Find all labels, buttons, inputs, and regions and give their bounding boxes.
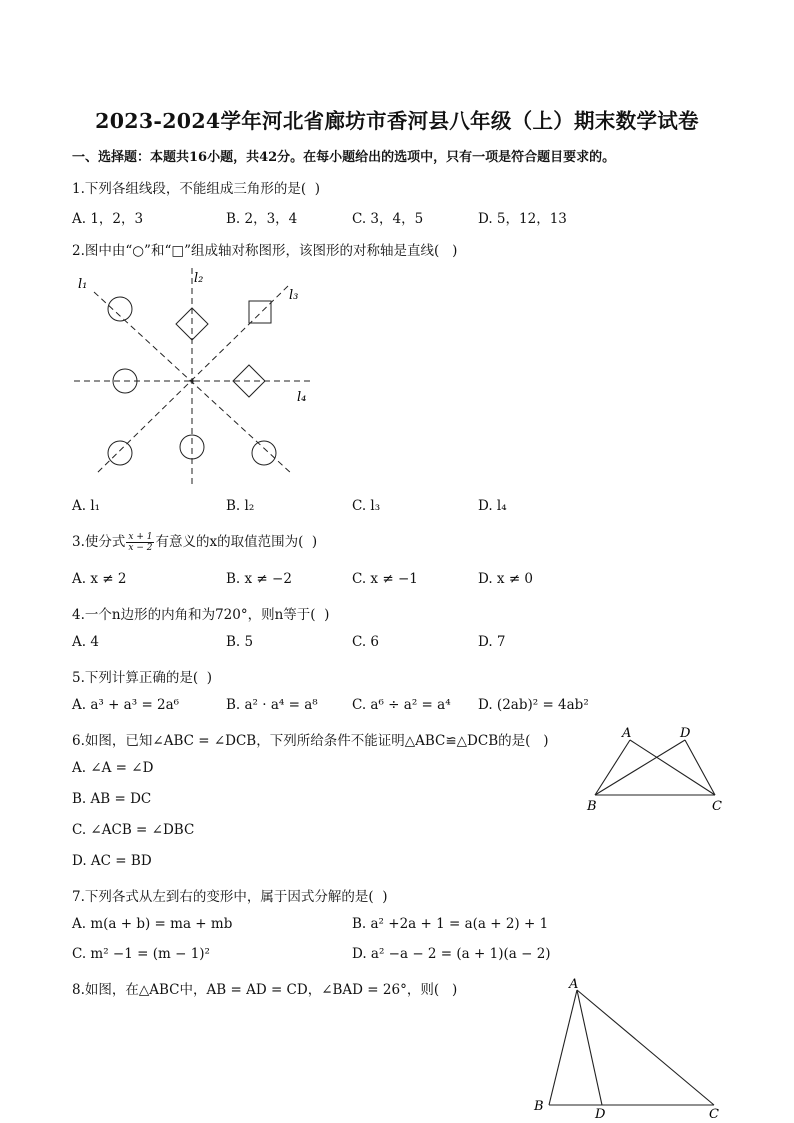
question-1-stem: 1.下列各组线段，不能组成三角形的是( ) [72, 181, 320, 197]
label-d: D [595, 1107, 606, 1120]
q2-symmetry-figure [66, 262, 326, 490]
q3-option-c[interactable]: C. x ≠ −1 [352, 571, 418, 587]
q5-option-a[interactable]: A. a³ + a³ = 2a⁶ [72, 697, 180, 713]
q4-option-b[interactable]: B. 5 [226, 634, 254, 650]
label-a: A [569, 977, 579, 992]
section-heading: 一、选择题：本题共16小题，共42分。在每小题给出的选项中，只有一项是符合题目要求的。 [72, 150, 616, 165]
q5-option-d[interactable]: D. (2ab)² = 4ab² [478, 697, 589, 713]
label-l4: l₄ [297, 390, 307, 405]
page-title: 2023-2024学年河北省廊坊市香河县八年级（上）期末数学试卷 [95, 109, 699, 133]
q1-option-c[interactable]: C. 3，4，5 [352, 211, 424, 227]
q1-option-b[interactable]: B. 2，3，4 [226, 211, 298, 227]
question-8-stem: 8.如图，在△ABC中，AB = AD = CD，∠BAD = 26°，则( ) [72, 982, 458, 998]
q3-stem-pre: 3.使分式 [72, 534, 126, 550]
label-c: C [712, 799, 722, 814]
q7-option-d[interactable]: D. a² −a − 2 = (a + 1)(a − 2) [352, 946, 551, 962]
label-b: B [587, 799, 597, 814]
q4-option-c[interactable]: C. 6 [352, 634, 380, 650]
label-a: A [622, 726, 632, 741]
question-5-stem: 5.下列计算正确的是( ) [72, 670, 212, 686]
q6-option-a[interactable]: A. ∠A = ∠D [72, 760, 154, 776]
q1-option-a[interactable]: A. 1，2，3 [72, 211, 144, 227]
q7-option-a[interactable]: A. m(a + b) = ma + mb [72, 916, 233, 932]
q2-option-b[interactable]: B. l₂ [226, 498, 255, 514]
q1-option-d[interactable]: D. 5，12，13 [478, 211, 567, 227]
q3-stem-post: 有意义的x的取值范围为( ) [155, 534, 318, 550]
q3-option-a[interactable]: A. x ≠ 2 [72, 571, 127, 587]
q7-option-c[interactable]: C. m² −1 = (m − 1)² [72, 946, 210, 962]
label-c: C [709, 1107, 719, 1120]
q3-fraction [126, 532, 154, 553]
q5-option-b[interactable]: B. a² · a⁴ = a⁸ [226, 697, 318, 713]
segment-ac [577, 990, 714, 1105]
q3-fraction-denominator: x − 2 [128, 543, 153, 553]
q2-option-d[interactable]: D. l₄ [478, 498, 507, 514]
circle-shape [108, 441, 132, 465]
q4-option-a[interactable]: A. 4 [72, 634, 99, 650]
q6-option-c[interactable]: C. ∠ACB = ∠DBC [72, 822, 195, 838]
question-4-stem: 4.一个n边形的内角和为720°，则n等于( ) [72, 607, 330, 623]
question-3-stem [72, 530, 317, 553]
square-shape [249, 301, 271, 323]
q5-option-c[interactable]: C. a⁶ ÷ a² = a⁴ [352, 697, 451, 713]
question-7-stem: 7.下列各式从左到右的变形中，属于因式分解的是( ) [72, 889, 388, 905]
q6-option-d[interactable]: D. AC = BD [72, 853, 152, 869]
q8-triangle-figure [528, 972, 728, 1120]
label-b: B [534, 1099, 544, 1114]
label-l3: l₃ [289, 288, 299, 303]
q3-option-d[interactable]: D. x ≠ 0 [478, 571, 534, 587]
circle-shape [108, 297, 132, 321]
label-d: D [680, 726, 691, 741]
q3-fraction-numerator: x + 1 [128, 532, 153, 542]
label-l2: l₂ [194, 271, 204, 286]
q7-option-b[interactable]: B. a² +2a + 1 = a(a + 2) + 1 [352, 916, 549, 932]
segment-dc [685, 740, 715, 795]
q4-option-d[interactable]: D. 7 [478, 634, 506, 650]
segment-ab [595, 740, 630, 795]
circle-shape [252, 441, 276, 465]
segment-ab [549, 990, 577, 1105]
q6-option-b[interactable]: B. AB = DC [72, 791, 152, 807]
q3-option-b[interactable]: B. x ≠ −2 [226, 571, 292, 587]
label-l1: l₁ [78, 277, 88, 292]
q6-triangle-figure [584, 722, 734, 818]
q2-option-a[interactable]: A. l₁ [72, 498, 101, 514]
q2-option-c[interactable]: C. l₃ [352, 498, 381, 514]
question-2-stem: 2.图中由“○”和“□”组成轴对称图形，该图形的对称轴是直线( ) [72, 243, 458, 259]
question-6-stem: 6.如图，已知∠ABC = ∠DCB，下列所给条件不能证明△ABC≌△DCB的是( ) [72, 733, 549, 749]
